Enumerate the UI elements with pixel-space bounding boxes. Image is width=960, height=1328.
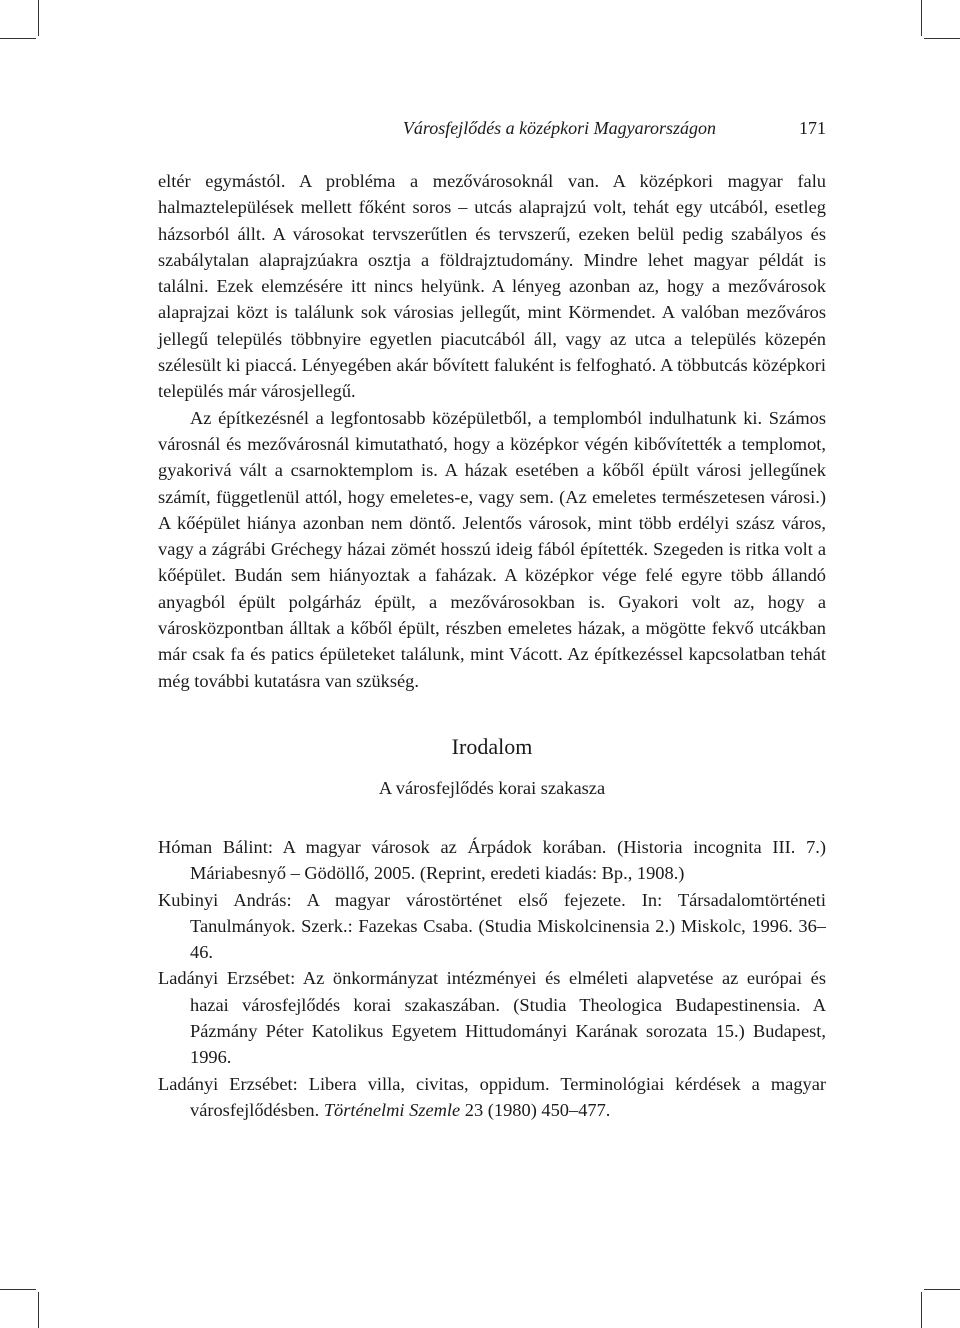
crop-mark-top-left bbox=[38, 0, 39, 36]
page-number: 171 bbox=[799, 118, 826, 138]
body-paragraph: Az építkezésnél a legfontosabb középületből, a templomból indulhatunk ki. Számos városnál és mezővárosnál kimutatható, hogy a középkor végén kibővítették a templomot, gyakorivá vált a csarnoktemplom is. A házak esetében a kőből épült városi jellegűnek számít, függetlenül attól, hogy emeletes-e, vagy sem. (Az emeletes természetesen városi.) A kőépület hiánya azonban nem döntő. Jelentős városok, mint több erdélyi szász város, vagy a zágrábi Gréchegy házai zömét hosszú ideig fából építették. Szegeden is ritka volt a kőépület. Budán sem hiányoztak a faházak. A középkor vége felé egyre több állandó anyagból épült polgárház épült, a mezővárosokban is. Gyakori volt az, hogy a városközpontban álltak a kőből épült, részben emeletes házak, a mögötte fekvő utcákban már csak fa és patics épületeket találunk, mint Vácott. Az építkezéssel kapcsolatban tehát még további kutatásra van szükség. bbox=[158, 407, 826, 691]
reference-item bbox=[158, 1071, 826, 1124]
section-heading: Irodalom bbox=[451, 733, 533, 759]
journal-title: Történelmi Szemle bbox=[323, 1099, 461, 1120]
book-page bbox=[158, 112, 826, 1123]
running-title: Városfejlődés a középkori Magyarországon bbox=[402, 118, 716, 138]
crop-mark-top-left-h bbox=[0, 38, 36, 39]
running-head bbox=[158, 112, 826, 148]
crop-mark-bottom-right bbox=[921, 1292, 922, 1328]
body-text bbox=[158, 168, 826, 694]
reference-text: Ladányi Erzsébet: Libera villa, civitas, oppidum. Terminológiai kérdések a magyar városfejlődésben. bbox=[158, 1073, 826, 1120]
reference-item: Ladányi Erzsébet: Az önkormányzat intézményei és elméleti alapvetése az európai és hazai városfejlődés korai szakaszában. (Studia Theologica Budapestinensia. A Pázmány Péter Katolikus Egyetem Hittudományi Karának sorozata 15.) Budapest, 1996. bbox=[158, 968, 826, 1068]
reference-item: Kubinyi András: A magyar várostörténet első fejezete. In: Társadalomtörténeti Tanulmányok. Szerk.: Fazekas Csaba. (Studia Miskolcinensia 2.) Miskolc, 1996. 36–46. bbox=[158, 889, 826, 963]
crop-mark-bottom-right-h bbox=[924, 1289, 960, 1290]
reference-text: 23 (1980) 450–477. bbox=[460, 1099, 611, 1120]
crop-mark-top-right-h bbox=[924, 38, 960, 39]
subsection-heading: A városfejlődés korai szakasza bbox=[378, 777, 606, 798]
reference-item: Hóman Bálint: A magyar városok az Árpádok korában. (Historia incognita III. 7.) Máriabesnyő – Gödöllő, 2005. (Reprint, eredeti kiadás: Bp., 1908.) bbox=[158, 836, 826, 884]
body-paragraph: eltér egymástól. A probléma a mezővárosoknál van. A középkori magyar falu halmaztelepülések mellett főként soros – utcás alaprajzú volt, tehát egy utcából, esetleg házsorból állt. A városokat tervszerűtlen és tervszerű, ezeken belül pedig szabályos és szabálytalan alaprajzúakra osztja a földrajztudomány. Mindre lehet magyar példát is találni. Ezek elemzésére itt nincs helyünk. A lényeg azonban az, hogy a mezővárosok alaprajzai közt is találunk sok városias jellegűt, mint Körmendet. A valóban mezőváros jellegű település többnyire egyetlen piacutcából áll, vagy az utca a település közepén szélesült ki piaccá. Lényegében akár bővített faluként is felfogható. A többutcás középkori település már városjellegű. bbox=[158, 171, 826, 402]
reference-list bbox=[158, 834, 826, 1123]
crop-mark-top-right bbox=[921, 0, 922, 36]
crop-mark-bottom-left bbox=[38, 1292, 39, 1328]
crop-mark-bottom-left-h bbox=[0, 1289, 36, 1290]
